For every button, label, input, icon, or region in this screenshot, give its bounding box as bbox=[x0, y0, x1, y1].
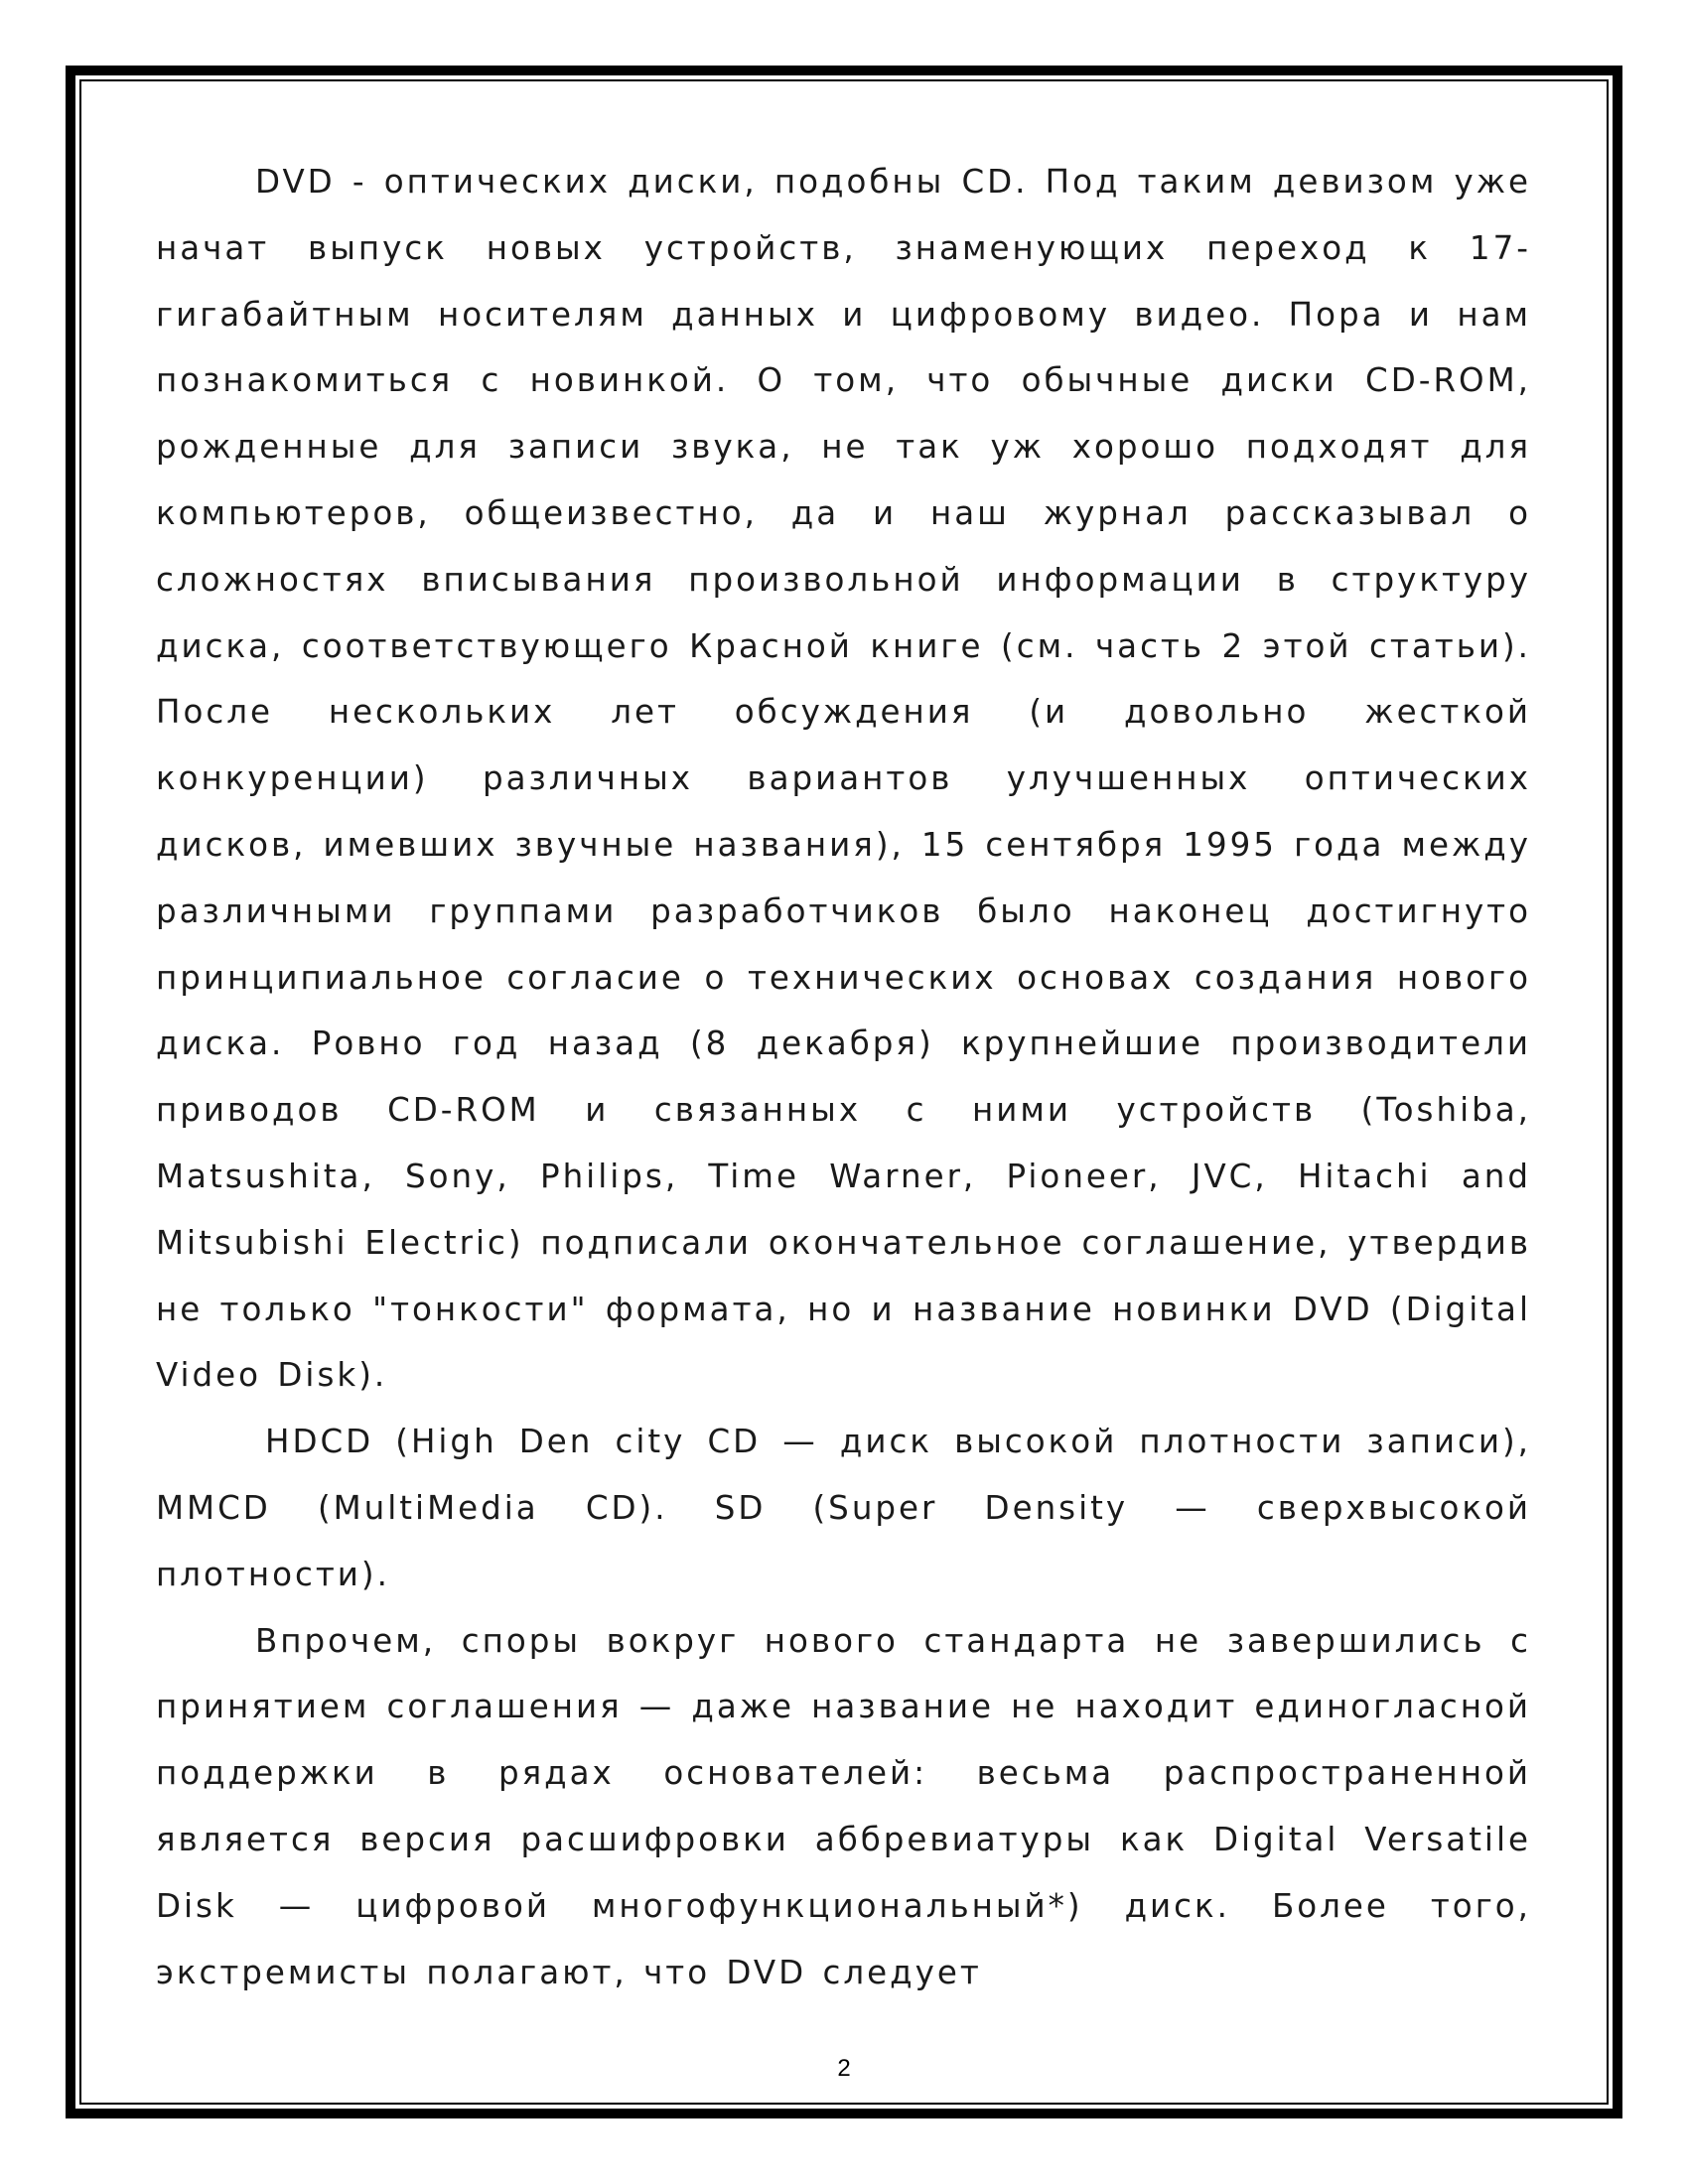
paragraph-format-names: HDCD (High Den city CD — диск высокой плотности записи), MMCD (MultiMedia CD). SD (Super Density — сверхвысокой плотности). bbox=[156, 1423, 1531, 1593]
document-body bbox=[156, 149, 1531, 2005]
paragraph-standard-dispute: Впрочем, споры вокруг нового стандарта не завершились с принятием соглашения — даже название не находит единогласной поддержки в рядах основателей: весьма распространенной является версия расшифровки аббревиатуры как Digital Versatile Disk — цифровой многофункциональный*) диск. Более того, экстремисты полагают, что DVD следует bbox=[156, 1621, 1531, 1991]
page-number: 2 bbox=[837, 2055, 851, 2082]
paragraph-dvd-intro: DVD - оптических диски, подобны CD. Под таким девизом уже начат выпуск новых устройств, знаменующих переход к 17-гигабайтным носителям данных и цифровому видео. Пора и нам познакомиться с новинкой. О том, что обычные диски CD-ROM, рожденные для записи звука, не так уж хорошо подходят для компьютеров, общеизвестно, да и наш журнал рассказывал о сложностях вписывания произвольной информации в структуру диска, соответствующего Красной книге (см. часть 2 этой статьи). После нескольких лет обсуждения (и довольно жесткой конкуренции) различных вариантов улучшенных оптических дисков, имевших звучные названия), 15 сентября 1995 года между различными группами разработчиков было наконец достигнуто принципиальное согласие о технических основах создания нового диска. Ровно год назад (8 декабря) крупнейшие производители приводов CD-ROM и связанных с ними устройств (Toshiba, Matsushita, Sony, Philips, Time Warner, Pioneer, JVC, Hitachi and Mitsubishi Electric) подписали окончательное соглашение, утвердив не только "тонкости" формата, но и название новинки DVD (Digital Video Disk). bbox=[156, 163, 1531, 1395]
